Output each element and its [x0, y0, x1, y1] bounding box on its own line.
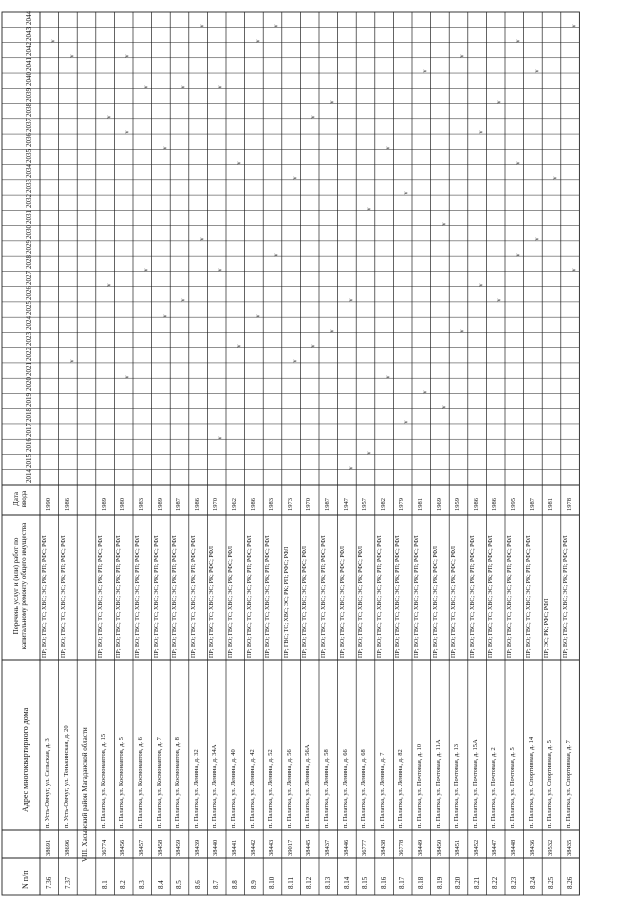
header-year-2022: 2022 — [25, 346, 33, 361]
row-id: 38696 — [63, 839, 71, 856]
row-commission-year: 1962 — [231, 498, 238, 511]
planned-year-check-mark: v — [459, 329, 466, 333]
planned-year-check-mark: v — [273, 24, 280, 28]
planned-year-check-mark: v — [441, 222, 448, 226]
row-address: п. Палатка, ул. Ленина, д. 66 — [341, 749, 349, 828]
planned-year-check-mark: v — [273, 253, 280, 256]
row-commission-year: 1982 — [379, 498, 387, 511]
row-num: 8.19 — [435, 876, 444, 889]
row-address: п. Палатка, ул. Космонавтов, д. 6 — [137, 737, 144, 828]
planned-year-check-mark: v — [534, 69, 541, 73]
header-year-2032: 2032 — [25, 194, 33, 209]
row-address: п. Палатка, ул. Почтовая, д. 5 — [509, 747, 516, 828]
row-services: ПР; ВО; ГВС; ТС; ХВС; ЭС; РК; РП; РФС; РФЛ — [414, 535, 420, 658]
row-address: п. Палатка, ул. Ленина, д. 42 — [248, 749, 256, 828]
planned-year-check-mark: v — [143, 85, 150, 89]
row-num: 8.17 — [398, 876, 407, 889]
row-commission-year: 1970 — [212, 498, 220, 511]
planned-year-check-mark: v — [515, 161, 522, 165]
header-year-2030: 2030 — [25, 224, 33, 239]
planned-year-check-mark: v — [124, 54, 131, 58]
row-num: 8.1 — [100, 880, 109, 889]
row-address: п. Палатка, ул. Ленина, д. 56 — [285, 749, 293, 828]
header-year-2043: 2043 — [25, 26, 33, 41]
row-id: 38451 — [454, 839, 462, 856]
planned-year-check-mark: v — [348, 466, 355, 470]
row-id: 38457 — [138, 839, 145, 856]
row-id: 36778 — [398, 839, 406, 856]
row-services: ПР; ВО; ГВС; ТС; ХВС; ЭС; РК; РП; РФС; РФЛ — [97, 535, 104, 658]
row-num: 8.7 — [212, 880, 221, 889]
row-num: 8.4 — [156, 880, 165, 889]
header-year-2031: 2031 — [25, 209, 33, 224]
planned-year-check-mark: v — [292, 359, 299, 363]
planned-year-check-mark: v — [459, 54, 466, 58]
header-year-2027: 2027 — [25, 270, 33, 285]
header-year-2028: 2028 — [25, 255, 33, 270]
row-id: 38446 — [342, 839, 350, 856]
planned-year-check-mark: v — [50, 39, 57, 43]
row-num: 8.18 — [417, 876, 425, 889]
planned-year-check-mark: v — [106, 115, 113, 119]
row-num: 8.15 — [361, 876, 370, 889]
row-commission-year: 1983 — [138, 498, 145, 511]
row-num: 8.13 — [324, 876, 332, 889]
planned-year-check-mark: v — [366, 451, 373, 455]
header-year-2019: 2019 — [25, 392, 33, 407]
row-address: п. Палатка, ул. Космонавтов, д. 5 — [118, 737, 126, 828]
planned-year-check-mark: v — [422, 69, 429, 73]
row-services: ПР; ВО; ГВС; ТС; ХВС; ЭС; РК; РФС; РФЛ — [209, 546, 216, 658]
header-address-label: Адрес многоквартирного дома — [21, 707, 30, 812]
row-services: ПР; ВО; ГВС; ТС; ХВС; ЭС; РК; РФС; РФЛ — [302, 546, 309, 658]
row-id: 38438 — [379, 839, 387, 856]
header-year-2035: 2035 — [25, 148, 33, 163]
row-services: ПР; ВО; ГВС; ТС; ХВС; ЭС; РК; РФС; РФЛ — [432, 546, 439, 658]
planned-year-check-mark: v — [69, 359, 76, 363]
row-services: ПР; ВО; ГВС; ТС; ХВС; ЭС; РК; РП; РФС; РФЛ — [265, 535, 272, 658]
row-address: п. Палатка, ул. Ленина, д. 32 — [192, 749, 200, 828]
header-year-2026: 2026 — [25, 285, 33, 300]
planned-year-check-mark: v — [255, 39, 262, 43]
row-address: п. Палатка, ул. Ленина, д. 58 — [323, 749, 330, 828]
row-id: 38437 — [324, 839, 331, 856]
row-num: 8.23 — [510, 876, 518, 889]
row-num: 8.6 — [193, 880, 202, 889]
row-services: ПР; ВО; ГВС; ТС; ХВС; ЭС; РК; РП; РФС; РФЛ — [376, 535, 383, 658]
header-year-2044: 2044 — [25, 11, 33, 26]
row-num: 8.21 — [472, 876, 481, 889]
row-id: 38459 — [175, 839, 183, 856]
planned-year-check-mark: v — [124, 375, 131, 379]
row-commission-year: 1978 — [565, 498, 573, 511]
planned-year-check-mark: v — [124, 130, 131, 134]
planned-year-check-mark: v — [310, 115, 317, 119]
row-num: 8.5 — [175, 880, 184, 889]
planned-year-check-mark: v — [422, 390, 429, 394]
header-year-2033: 2033 — [25, 179, 33, 194]
header-year-2042: 2042 — [25, 41, 33, 56]
row-id: 38691 — [45, 839, 52, 856]
row-num: 8.8 — [231, 880, 239, 889]
row-services: ПР; ВО; ГВС; ТС; ХВС; ЭС; РК; РП; РФС; РФЛ — [116, 535, 123, 658]
header-year-2016: 2016 — [25, 438, 33, 453]
row-id: 38458 — [156, 839, 164, 856]
planned-year-check-mark: v — [236, 344, 243, 348]
section-title: VIII. Хасынский район Магаданской области — [81, 727, 90, 862]
planned-year-check-mark: v — [217, 85, 224, 89]
row-id: 38447 — [491, 839, 499, 856]
row-commission-year: 1981 — [417, 498, 424, 511]
row-id: 39017 — [286, 839, 294, 856]
row-services: ПР; ВО; ГВС; ТС; ХВС; ЭС; РК; РП; РФС; РФЛ — [190, 535, 197, 658]
row-commission-year: 1995 — [510, 498, 517, 511]
row-commission-year: 1947 — [342, 498, 350, 511]
planned-year-check-mark: v — [515, 253, 522, 256]
row-commission-year: 1986 — [193, 498, 201, 511]
planned-year-check-mark: v — [292, 176, 299, 180]
planned-year-check-mark: v — [403, 420, 410, 424]
row-address: п. Палатка, ул. Ленина, д. 68 — [360, 749, 368, 828]
header-year-2020: 2020 — [25, 377, 33, 392]
planned-year-check-mark: v — [552, 176, 559, 180]
row-id: 38456 — [119, 839, 127, 856]
header-year-2021: 2021 — [25, 362, 33, 377]
planned-year-check-mark: v — [162, 146, 169, 150]
row-address: п. Усть-Омчуг, ул. Сельская, д. 3 — [44, 738, 51, 828]
row-services: ПР; ВО; ГВС; ТС; ХВС; ЭС; РК; РП; РФС; РФЛ — [562, 535, 569, 658]
row-commission-year: 1983 — [268, 498, 276, 511]
row-num: 8.10 — [268, 876, 277, 889]
row-id: 39532 — [547, 839, 555, 856]
planned-year-check-mark: v — [180, 85, 187, 89]
row-commission-year: 1981 — [547, 498, 555, 511]
header-year-label: Дата ввода — [12, 490, 29, 508]
row-num: 7.37 — [63, 876, 72, 889]
row-id: 38435 — [565, 839, 573, 856]
row-num: 8.2 — [119, 880, 128, 889]
row-num: 8.26 — [565, 876, 574, 889]
planned-year-check-mark: v — [180, 298, 187, 302]
planned-year-check-mark: v — [366, 207, 373, 211]
header-year-2040: 2040 — [25, 72, 33, 87]
row-id: 38450 — [435, 839, 443, 856]
row-services: ПР; ВО; ГВС; ТС; ХВС; ЭС; РК; РП; РФС; РФЛ — [525, 535, 532, 658]
planned-year-check-mark: v — [69, 54, 76, 58]
row-address: п. Палатка, ул. Спортивная, д. 14 — [527, 736, 535, 828]
row-commission-year: 1987 — [324, 498, 331, 511]
row-num: 8.9 — [249, 880, 258, 889]
row-address: п. Палатка, ул. Спортивная, д. 5 — [546, 740, 554, 828]
row-id: 36774 — [100, 839, 108, 856]
row-id: 38442 — [249, 839, 257, 856]
planned-year-check-mark: v — [571, 24, 578, 28]
row-id: 38452 — [472, 839, 480, 856]
header-year-2014: 2014 — [25, 469, 33, 483]
row-id: 36777 — [361, 839, 369, 856]
header-services-label: Перечень услуг и (или) работ по капитальному ремонту общего имущества — [12, 522, 29, 650]
row-num: 8.14 — [342, 876, 351, 889]
header-year-2029: 2029 — [25, 240, 33, 255]
header-year-2015: 2015 — [25, 453, 33, 468]
row-address: п. Палатка, ул. Космонавтов, д. 7 — [155, 737, 163, 828]
planned-year-check-mark: v — [348, 298, 355, 302]
row-services: ПР; ВО; ГВС; ТС; ХВС; ЭС; РК; РП; РФС; РФЛ — [488, 535, 495, 658]
row-services: ПР; ВО; ГВС; ТС; ХВС; ЭС; РК; РП; РФС; РФЛ — [507, 535, 513, 658]
row-services: ПР; ВО; ГВС; ТС; ХВС; ЭС; РК; РП; РФС; РФЛ — [153, 535, 160, 658]
row-id: 38436 — [528, 839, 536, 856]
planned-year-check-mark: v — [255, 314, 262, 318]
planned-year-check-mark: v — [199, 237, 206, 241]
planned-year-check-mark: v — [496, 100, 503, 104]
planned-year-check-mark: v — [106, 283, 113, 287]
row-address: п. Палатка, ул. Ленина, д. 52 — [267, 749, 275, 828]
row-num: 8.3 — [138, 880, 146, 889]
header-year-2037: 2037 — [25, 118, 33, 133]
row-services: ПР; ВО; ГВС; ТС; ХВС; ЭС; РК; РП; РФС; РФЛ — [395, 535, 402, 658]
row-id: 38445 — [305, 839, 313, 856]
row-commission-year: 1986 — [249, 498, 257, 511]
row-address: п. Палатка, ул. Почтовая, д. 10 — [416, 743, 423, 828]
planned-year-check-mark: v — [217, 436, 224, 440]
row-commission-year: 1973 — [286, 498, 294, 511]
header-year-2038: 2038 — [25, 102, 33, 117]
row-id: 38449 — [417, 839, 424, 856]
row-address: п. Палатка, ул. Спортивная, д. 7 — [564, 740, 572, 828]
row-services: ПР; ВО; ГВС; ТС; ХВС; ЭС; РК; РП; РФС; РФЛ — [42, 535, 48, 658]
planned-year-check-mark: v — [515, 39, 522, 43]
planned-year-check-mark: v — [199, 24, 206, 28]
row-commission-year: 1980 — [119, 498, 127, 511]
row-commission-year: 1989 — [156, 498, 164, 511]
row-commission-year: 1959 — [454, 498, 462, 511]
row-address: п. Палатка, ул. Космонавтов, д. 8 — [174, 737, 182, 828]
row-services: ПР; ВО; ГВС; ТС; ХВС; ЭС; РК; РП; РФС; РФЛ — [246, 535, 253, 658]
row-id: 38443 — [268, 839, 276, 856]
row-services: ПР; ВО; ГВС; ТС; ХВС; ЭС; РК; РП; РФС; РФЛ — [172, 535, 179, 658]
header-year-2024: 2024 — [25, 316, 33, 331]
row-id: 38441 — [231, 839, 238, 856]
planned-year-check-mark: v — [441, 405, 448, 409]
row-address: п. Палатка, ул. Ленина, д. 7 — [378, 752, 386, 828]
row-commission-year: 1969 — [435, 498, 443, 511]
row-address: п. Палатка, ул. Почтовая, д. 15А — [471, 739, 479, 828]
row-id: 38439 — [193, 839, 201, 856]
header-year-2018: 2018 — [25, 407, 33, 422]
row-commission-year: 1990 — [45, 498, 52, 511]
row-address: п. Палатка, ул. Почтовая, д. 2 — [490, 747, 498, 828]
row-commission-year: 1986 — [472, 498, 480, 511]
planned-year-check-mark: v — [162, 314, 169, 318]
row-services: ПР; ЭС; РК; РФС; РФЛ — [544, 598, 551, 658]
header-year-2017: 2017 — [25, 423, 33, 438]
row-id: 38448 — [510, 839, 517, 856]
row-address: п. Палатка, ул. Почтовая, д. 11А — [434, 739, 442, 828]
row-services: ПР; ВО; ГВС; ТС; ХВС; ЭС; РК; РФС; РФЛ — [451, 546, 458, 658]
row-commission-year: 1987 — [175, 498, 183, 511]
planned-year-check-mark: v — [310, 344, 317, 348]
planned-year-check-mark: v — [217, 268, 224, 272]
row-address: п. Палатка, ул. Ленина, д. 56А — [304, 744, 312, 828]
row-services: ПР; ВО; ГВС; ТС; ХВС; ЭС; РК; РП; РФС; РФЛ — [469, 535, 476, 658]
planned-year-check-mark: v — [385, 146, 392, 150]
planned-year-check-mark: v — [478, 130, 485, 134]
row-commission-year: 1986 — [491, 498, 499, 511]
header-year-2023: 2023 — [25, 331, 33, 346]
header-year-2036: 2036 — [25, 133, 33, 148]
row-num: 8.25 — [547, 876, 556, 889]
row-commission-year: 1987 — [528, 498, 536, 511]
row-services: ПР; ВО; ГВС; ТС; ХВС; ЭС; РК; РП; РФС; РФЛ — [321, 535, 327, 658]
planned-year-check-mark: v — [403, 191, 410, 195]
row-num: 8.24 — [528, 876, 537, 889]
planned-year-check-mark: v — [329, 100, 336, 104]
row-commission-year: 1986 — [63, 498, 71, 511]
row-address: п. Усть-Омчуг, ул. Тенькинская, д. 20 — [62, 725, 70, 828]
row-id: 38440 — [212, 839, 220, 856]
row-address: п. Палатка, ул. Почтовая, д. 13 — [453, 743, 461, 828]
row-commission-year: 1989 — [100, 498, 108, 511]
row-num: 7.36 — [45, 876, 53, 889]
header-year-2034: 2034 — [25, 163, 33, 178]
row-services: ПР; ВО; ГВС; ТС; ХВС; ЭС; РК; РФС; РФЛ — [358, 546, 365, 658]
row-address: п. Палатка, ул. Ленина, д. 40 — [230, 749, 237, 828]
row-commission-year: 1957 — [361, 498, 369, 511]
header-year-2025: 2025 — [25, 301, 33, 316]
row-num: 8.16 — [379, 876, 388, 889]
planned-year-check-mark: v — [385, 375, 392, 379]
header-num-label: N п/п — [21, 870, 30, 889]
planned-year-check-mark: v — [143, 268, 150, 272]
row-commission-year: 1970 — [305, 498, 313, 511]
planned-year-check-mark: v — [329, 329, 336, 333]
planned-year-check-mark: v — [496, 298, 503, 302]
row-num: 8.11 — [286, 877, 295, 889]
row-address: п. Палатка, ул. Ленина, д. 34А — [211, 744, 219, 828]
row-services: ПР; ВО; ГВС; ТС; ХВС; ЭС; РК; РФС; РФЛ — [339, 546, 346, 658]
row-num: 8.12 — [305, 876, 314, 889]
row-num: 8.22 — [491, 876, 500, 889]
row-services: ПР; ВО; ГВС; ТС; ХВС; ЭС; РК; РФС; РФЛ — [228, 546, 234, 658]
header-year-2041: 2041 — [25, 57, 33, 72]
planned-year-check-mark: v — [534, 237, 541, 241]
row-address: п. Палатка, ул. Ленина, д. 82 — [397, 749, 405, 828]
row-services: ПР; ГВС; ТС; ХВС; ЭС; РК; РП; РФС; РФЛ — [283, 546, 290, 658]
planned-year-check-mark: v — [571, 268, 578, 272]
row-address: п. Палатка, ул. Космонавтов, д. 15 — [99, 733, 107, 828]
planned-year-check-mark: v — [236, 161, 243, 165]
planned-year-check-mark: v — [478, 283, 485, 287]
row-commission-year: 1979 — [398, 498, 406, 511]
header-year-2039: 2039 — [25, 87, 33, 102]
row-services: ПР; ВО; ГВС; ТС; ХВС; ЭС; РК; РП; РФС; РФЛ — [60, 535, 67, 658]
row-num: 8.20 — [454, 876, 463, 889]
row-services: ПР; ВО; ГВС; ТС; ХВС; ЭС; РК; РП; РФС; РФЛ — [135, 535, 141, 658]
